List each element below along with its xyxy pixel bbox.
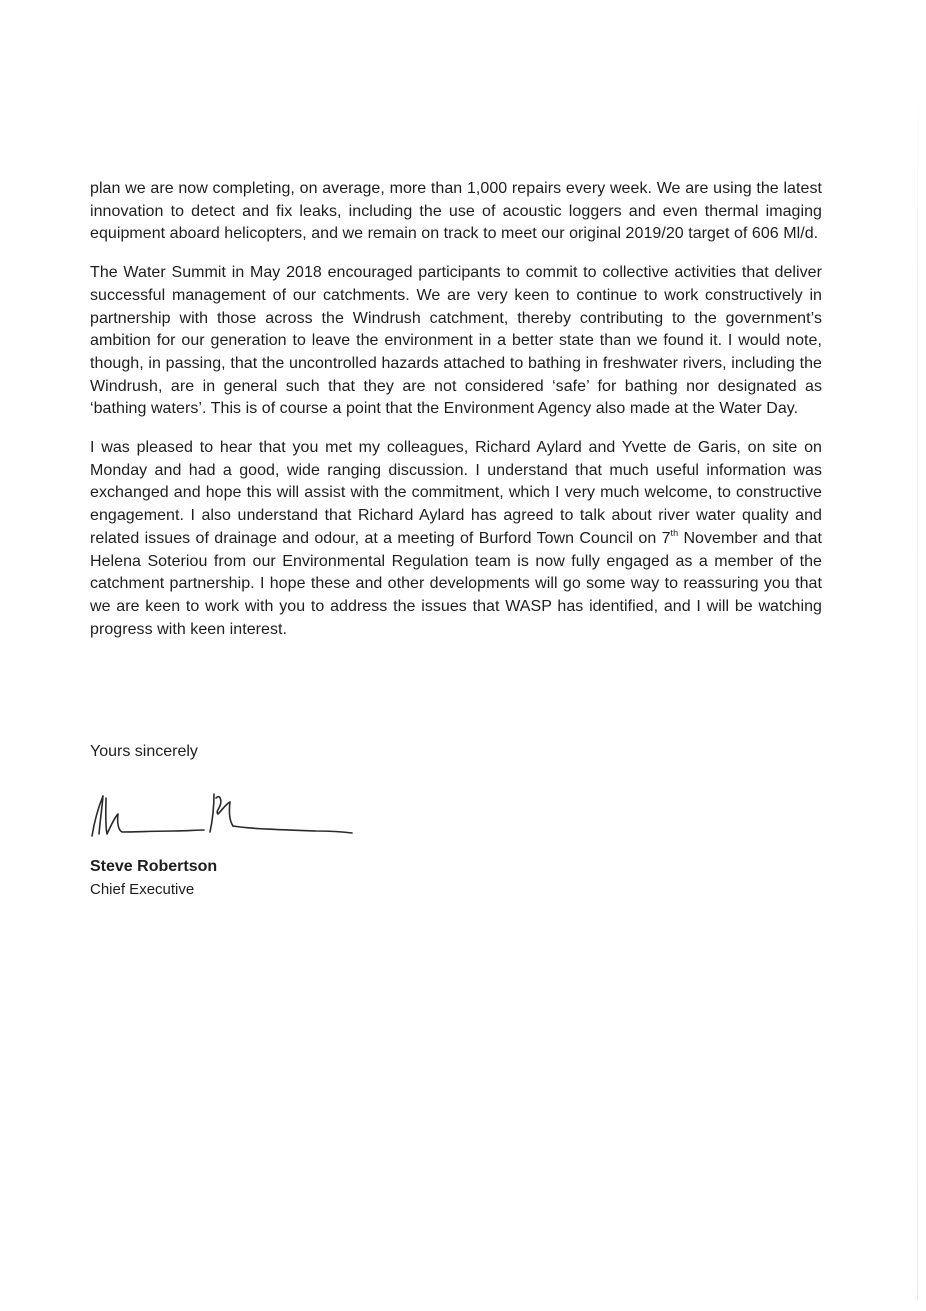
letter-body [90, 178, 822, 657]
scan-edge-shadow [917, 60, 918, 1300]
paragraph-colleagues-meeting [90, 437, 822, 641]
meeting-date-day: 7 [661, 529, 671, 547]
paragraph-leak-repairs: plan we are now completing, on average, more than 1,000 repairs every week. We are using the latest innovation to detect and fix leaks, including the use of acoustic loggers and even thermal imaging equipment aboard helicopters, and we remain on track to meet our original 2019/20 target of 606 Ml/d. [90, 180, 822, 243]
meeting-date-suffix: th [670, 527, 679, 538]
paragraph-water-summit: The Water Summit in May 2018 encouraged participants to commit to collective activities that deliver successful management of our catchments. We are very keen to continue to work constructively in partnership with those across the Windrush catchment, thereby contributing to the government’s ambition for our generation to leave the environment in a better state than we found it. I would note, though, in passing, that the uncontrolled hazards attached to bathing in freshwater rivers, including the Windrush, are in general such that they are not considered ‘safe’ for bathing nor designated as ‘bathing waters’. This is of course a point that the Environment Agency also made at the Water Day. [90, 264, 822, 418]
signer-title: Chief Executive [90, 881, 195, 898]
paragraph-3-text-start: I was pleased to hear that you met my colleagues, Richard Aylard and Yvette de Garis, on site on Monday and had a good, wide ranging discussion. I understand that much useful information was exchanged and hope this will assist with the commitment, which I very much welcome, to constructive engagement. I also understand that Richard Aylard has agreed to talk about river water quality and related issues of drainage and odour, at a meeting of Burford Town Council on [90, 439, 822, 547]
handwritten-signature [86, 784, 358, 844]
closing-salutation: Yours sincerely [90, 743, 198, 760]
paragraph-3-text-end: November and that Helena Soteriou from our Environmental Regulation team is now fully engaged as a member of the catchment partnership. I hope these and other developments will go some way to reassuring you that we are keen to work with you to address the issues that WASP has identified, and I will be watching progress with keen interest. [90, 529, 822, 638]
signer-name: Steve Robertson [90, 858, 218, 875]
